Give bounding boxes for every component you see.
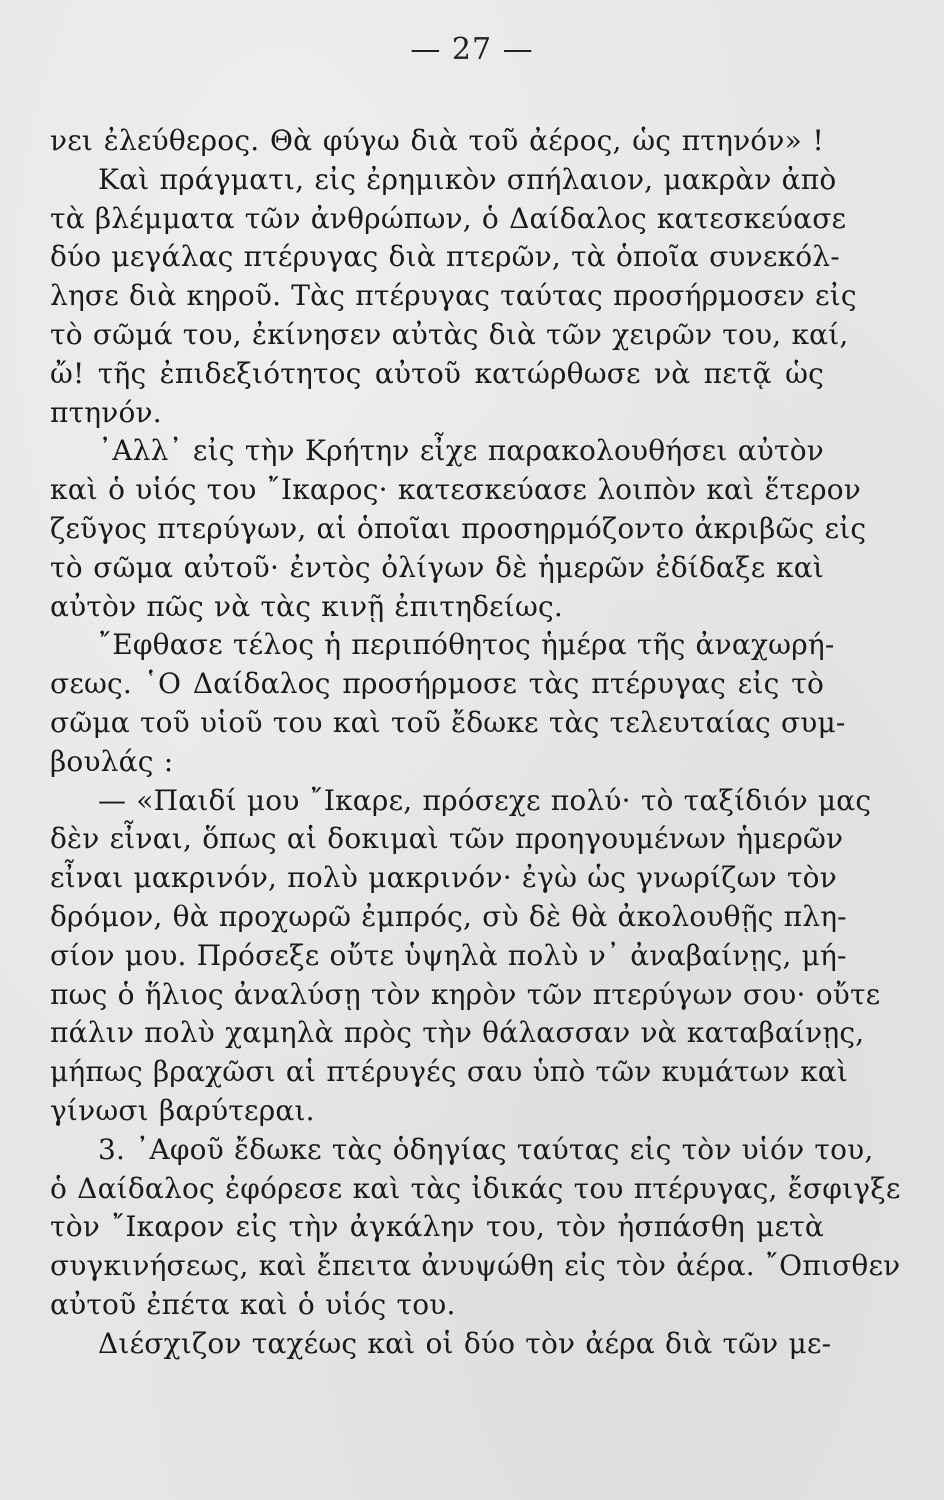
text-line: ὁ Δαίδαλος ἐφόρεσε καὶ τὰς ἰδικάς του πτέρυγας, ἔσφιγξε — [50, 1171, 901, 1205]
text-line: τὸ σῶμά του, ἐκίνησεν αὐτὰς διὰ τῶν χειρῶν του, καί, — [50, 317, 849, 351]
body-text — [50, 122, 901, 1364]
text-line: αὐτὸν πῶς νὰ τὰς κινῇ ἐπιτηδείως. — [50, 589, 564, 623]
text-line: πως ὁ ἥλιος ἀναλύσῃ τὸν κηρὸν τῶν πτερύγων σου· οὔτε — [50, 977, 881, 1011]
text-line: νει ἐλεύθερος. Θὰ φύγω διὰ τοῦ ἀέρος, ὡς πτηνόν» ! — [50, 124, 824, 157]
text-line: 3. ᾿Αφοῦ ἔδωκε τὰς ὁδηγίας ταύτας εἰς τὸν υἱόν του, — [98, 1132, 874, 1166]
text-line: σῶμα τοῦ υἱοῦ του καὶ τοῦ ἔδωκε τὰς τελευταίας συμ- — [50, 705, 846, 739]
text-line: ζεῦγος πτερύγων, αἱ ὁποῖαι προσηρμόζοντο ἀκριβῶς εἰς — [50, 511, 867, 545]
page-number: — 27 — — [410, 32, 534, 67]
text-line: τὸ σῶμα αὐτοῦ· ἐντὸς ὀλίγων δὲ ἡμερῶν ἐδίδαξε καὶ — [50, 550, 824, 584]
text-line: πάλιν πολὺ χαμηλὰ πρὸς τὴν θάλασσαν νὰ καταβαίνῃς, — [50, 1016, 865, 1050]
text-line: συγκινήσεως, καὶ ἔπειτα ἀνυψώθη εἰς τὸν ἀέρα. ῎Οπισθεν — [50, 1249, 901, 1283]
text-line: — «Παιδί μου ῎Ικαρε, πρόσεχε πολύ· τὸ ταξίδιόν μας — [98, 783, 872, 817]
text-line: ᾿Αλλ᾿ εἰς τὴν Κρήτην εἶχε παρακολουθήσει αὐτὸν — [98, 434, 824, 468]
text-line: Καὶ πράγματι, εἰς ἐρημικὸν σπήλαιον, μακρὰν ἀπὸ — [98, 162, 837, 196]
text-line: λησε διὰ κηροῦ. Τὰς πτέρυγας ταύτας προσήρμοσεν εἰς — [50, 279, 857, 313]
text-line: καὶ ὁ υἱός του ῎Ικαρος· κατεσκεύασε λοιπὸν καὶ ἕτερον — [50, 473, 862, 507]
text-line: Διέσχιζον ταχέως καὶ οἱ δύο τὸν ἀέρα διὰ τῶν με- — [98, 1326, 832, 1360]
text-line: δρόμον, θὰ προχωρῶ ἐμπρός, σὺ δὲ θὰ ἀκολουθῇς πλη- — [50, 899, 847, 933]
text-line: δύο μεγάλας πτέρυγας διὰ πτερῶν, τὰ ὁποῖα συνεκόλ- — [50, 240, 840, 274]
text-line: σίον μου. Πρόσεξε οὔτε ὑψηλὰ πολὺ ν᾿ ἀναβαίνῃς, μή- — [50, 938, 847, 972]
text-line: σεως. ῾Ο Δαίδαλος προσήρμοσε τὰς πτέρυγας εἰς τὸ — [50, 667, 824, 701]
text-line: πτηνόν. — [50, 395, 162, 429]
text-line: βουλάς : — [50, 744, 174, 778]
text-line: γίνωσι βαρύτεραι. — [50, 1093, 315, 1127]
text-line: αὐτοῦ ἐπέτα καὶ ὁ υἱός του. — [50, 1287, 456, 1321]
text-line: τὰ βλέμματα τῶν ἀνθρώπων, ὁ Δαίδαλος κατεσκεύασε — [50, 201, 847, 235]
text-line: δὲν εἶναι, ὅπως αἱ δοκιμαὶ τῶν προηγουμένων ἡμερῶν — [50, 822, 844, 856]
text-line: ῎Εφθασε τέλος ἡ περιπόθητος ἡμέρα τῆς ἀναχωρή- — [98, 628, 835, 662]
text-line: μήπως βραχῶσι αἱ πτέρυγές σαυ ὑπὸ τῶν κυμάτων καὶ — [50, 1055, 849, 1089]
text-line: εἶναι μακρινόν, πολὺ μακρινόν· ἐγὼ ὡς γνωρίζων τὸν — [50, 861, 837, 895]
text-line: ὤ! τῆς ἐπιδεξιότητος αὐτοῦ κατώρθωσε νὰ πετᾷ ὡς — [50, 356, 824, 390]
text-line: τὸν ῎Ικαρον εἰς τὴν ἀγκάλην του, τὸν ἠσπάσθη μετὰ — [50, 1210, 824, 1244]
